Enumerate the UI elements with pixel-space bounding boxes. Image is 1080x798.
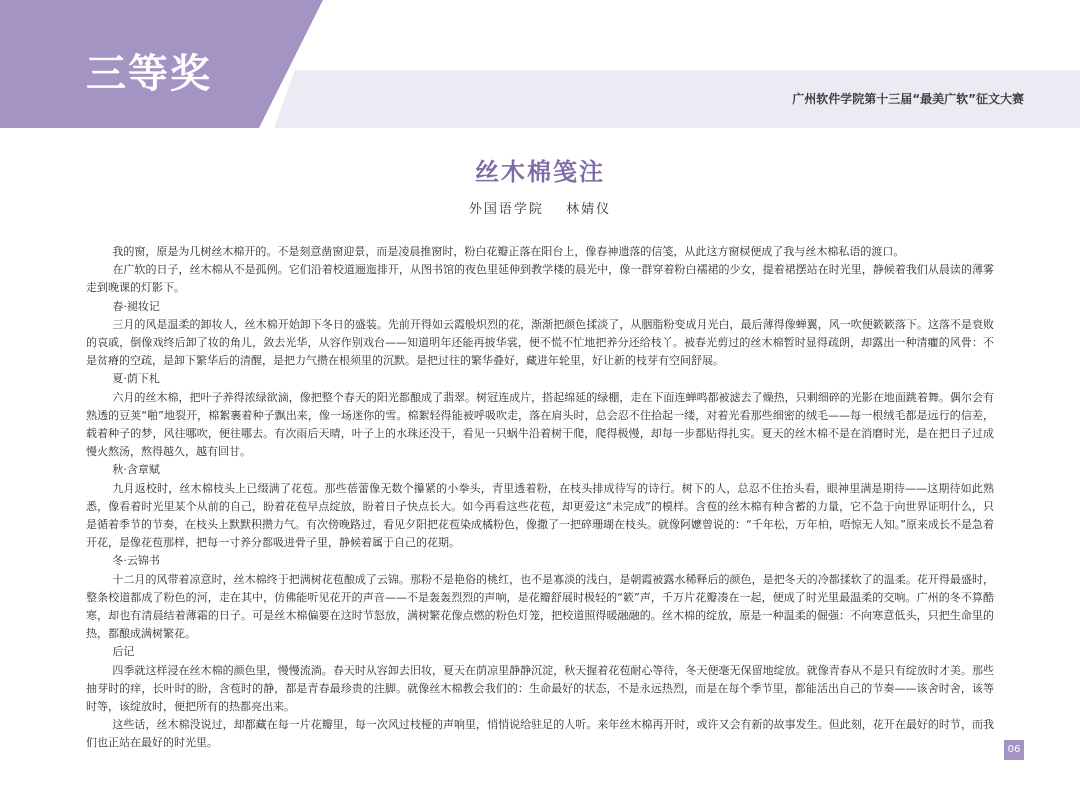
byline: [0, 198, 1080, 217]
paragraph: 十二月的风带着凉意时，丝木棉终于把满树花苞酿成了云锦。那粉不是艳俗的桃红，也不是寡淡的浅白，是朝霞被露水稀释后的颜色，是把冬天的冷都揉软了的温柔。花开得最盛时，整条校道都成了粉色的河，走在其中，仿佛能听见花开的声音——不是轰轰烈烈的声响，是花瓣舒展时极轻的“簌”声，千万片花瓣凑在一起，便成了时光里最温柔的交响。广州的冬不算酷寒，却也有清晨结着薄霜的日子。可是丝木棉偏要在这时节怒放，满树繁花像点燃的粉色灯笼，把校道照得暖融融的。丝木棉的绽放，原是一种温柔的倔强：不向寒意低头，只把生命里的热，都酿成满树繁花。: [86, 572, 994, 641]
header-banner: [0, 0, 1080, 128]
paragraph: 九月返校时，丝木棉枝头上已缀满了花苞。那些蓓蕾像无数个攥紧的小拳头，青里透着粉，在枝头排成待写的诗行。树下的人，总忍不住抬头看，眼神里满是期待——这期待如此熟悉，像看着时光里某个从前的自己，盼着花苞早点绽放，盼着日子快点长大。如今再看这些花苞，却更爱这“未完成”的模样。含苞的丝木棉有种含蓄的力量，它不急于向世界证明什么，只是循着季节的节奏，在枝头上默默积攒力气。有次傍晚路过，看见夕阳把花苞染成橘粉色，像撒了一把碎珊瑚在枝头。就像阿嬷曾说的：“千年松，万年柏，唔惊无人知。”原来成长不是急着开花，是像花苞那样，把每一寸养分都吸进骨子里，静候着属于自己的花期。: [86, 481, 994, 550]
paragraph: 我的窗，原是为几树丝木棉开的。不是刻意凿窗迎景，而是凌晨推窗时，粉白花瓣正落在阳台上，像春神遗落的信笺，从此这方窗棂便成了我与丝木棉私语的渡口。: [112, 245, 905, 258]
paragraph: 六月的丝木棉，把叶子养得浓绿欲滴，像把整个春天的阳光都酿成了翡翠。树冠连成片，搭起绵延的绿棚，走在下面连蝉鸣都被滤去了燥热，只剩细碎的光影在地面跳着舞。偶尔会有熟透的豆荚“啪”地裂开，棉絮裹着种子飘出来，像一场迷你的雪。棉絮轻得能被呼吸吹走，落在肩头时，总会忍不住拾起一缕，对着光看那些细密的绒毛——每一根绒毛都是远行的信差，载着种子的梦，风往哪吹，便往哪去。有次雨后天晴，叶子上的水珠还没干，看见一只蜗牛沿着树干爬，爬得极慢，却每一步都贴得扎实。夏天的丝木棉不是在消磨时光，是在把日子过成慢火熬汤，熬得越久，越有回甘。: [86, 390, 994, 459]
article-body: [86, 243, 994, 753]
section-heading-afterword: 后记: [112, 645, 135, 659]
author-name: 林婧仪: [566, 202, 612, 217]
author-college: 外国语学院: [468, 202, 544, 217]
paragraph: 三月的风是温柔的卸妆人，丝木棉开始卸下冬日的盛装。先前开得如云霞般炽烈的花，渐渐把颜色揉淡了，从胭脂粉变成月光白，最后薄得像蝉翼，风一吹便簌簌落下。这落不是衰败的哀戚，倒像戏终后卸了妆的角儿，敛去光华，从容作别戏台——知道明年还能再披华裳，便不慌不忙地把养分还给枝丫。被春光剪过的丝木棉暂时显得疏朗，却露出一种清癯的风骨：不是贫瘠的空疏，是卸下繁华后的清醒，是把力气攒在根须里的沉默。是把过往的繁华叠好，藏进年轮里，好让新的枝芽有空间舒展。: [86, 317, 994, 368]
section-heading-autumn: 秋·含章赋: [112, 463, 160, 477]
page-number: 06: [1004, 740, 1024, 760]
section-heading-summer: 夏·荫下札: [112, 372, 160, 386]
section-heading-winter: 冬·云锦书: [112, 554, 160, 568]
article-title: 丝木棉笺注: [475, 158, 605, 186]
contest-name: 广州软件学院第十三届“最美广软”征文大赛: [792, 92, 1024, 106]
award-title: 三等奖: [86, 51, 212, 97]
paragraph: 在广软的日子，丝木棉从不是孤例。它们沿着校道逦迤排开，从图书馆的夜色里延伸到教学楼的晨光中，像一群穿着粉白襦裙的少女，提着裙摆站在时光里，静候着我们从晨读的薄雾走到晚课的灯影下。: [86, 263, 994, 295]
paragraph: 这些话，丝木棉没说过，却都藏在每一片花瓣里，每一次风过枝桠的声响里，悄悄说给驻足的人听。来年丝木棉再开时，或许又会有新的故事发生。但此刻，花开在最好的时节，而我们也正站在最好的时光里。: [86, 718, 994, 750]
paragraph: 四季就这样浸在丝木棉的颜色里，慢慢流淌。春天时从容卸去旧妆，夏天在荫凉里静静沉淀，秋天握着花苞耐心等待，冬天便毫无保留地绽放。就像青春从不是只有绽放时才美。那些抽芽时的痒，长叶时的盼，含苞时的静，都是青春最珍贵的注脚。就像丝木棉教会我们的：生命最好的状态，不是永远热烈，而是在每个季节里，都能活出自己的节奏——该舍时舍，该等时等，该绽放时，便把所有的热都亮出来。: [86, 663, 994, 714]
section-heading-spring: 春·褪妆记: [112, 299, 160, 313]
